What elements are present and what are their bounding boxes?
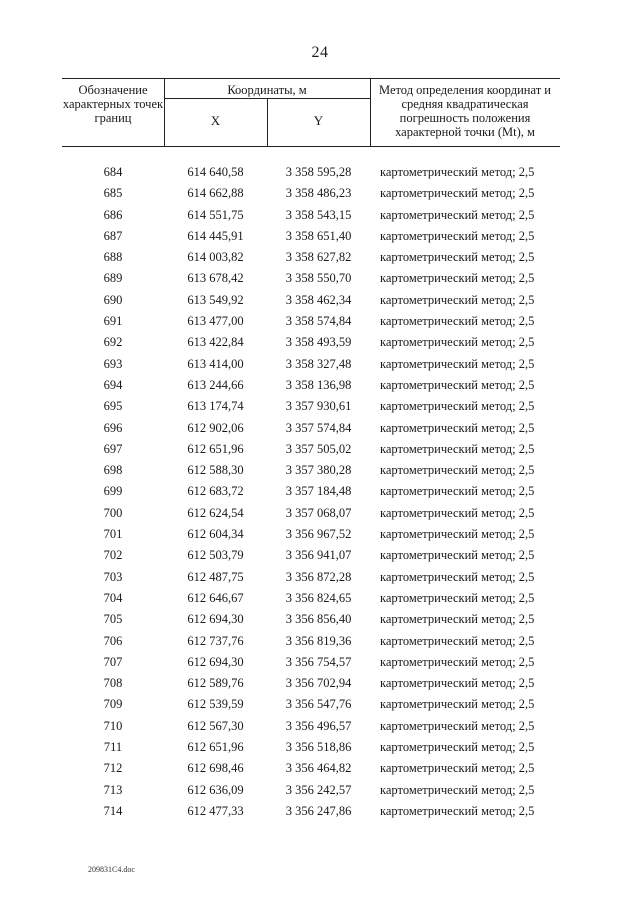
coordinate-x: 612 487,75 <box>187 569 244 584</box>
point-number: 703 <box>103 569 123 584</box>
coordinate-x: 612 567,30 <box>187 718 244 733</box>
coordinate-y: 3 356 518,86 <box>285 740 352 755</box>
point-number: 693 <box>103 356 123 371</box>
table-row <box>62 375 560 396</box>
table-header <box>62 78 560 146</box>
method-text: картометрический метод; 2,5 <box>380 207 535 222</box>
point-number: 707 <box>103 654 123 669</box>
coordinate-y: 3 357 505,02 <box>285 441 352 456</box>
coordinate-x: 612 477,33 <box>187 803 244 818</box>
coordinate-y: 3 356 819,36 <box>285 633 352 648</box>
coordinate-y: 3 358 651,40 <box>285 228 352 243</box>
table-row <box>62 396 560 417</box>
method-text: картометрический метод; 2,5 <box>380 165 535 179</box>
table-row <box>62 524 560 545</box>
coordinate-x: 612 646,67 <box>187 590 244 605</box>
coordinate-y: 3 356 967,52 <box>285 527 352 542</box>
coordinate-y: 3 357 930,61 <box>285 399 352 414</box>
method-text: картометрический метод; 2,5 <box>380 782 535 797</box>
table-row <box>62 247 560 268</box>
coordinate-y: 3 357 184,48 <box>285 484 352 499</box>
method-text: картометрический метод; 2,5 <box>380 697 535 712</box>
coordinate-x: 614 662,88 <box>187 186 244 201</box>
point-number: 696 <box>103 420 123 435</box>
point-number: 713 <box>103 782 123 797</box>
method-text: картометрический метод; 2,5 <box>380 186 535 201</box>
coordinate-x: 612 737,76 <box>187 633 244 648</box>
point-number: 712 <box>103 761 123 776</box>
coordinate-y: 3 356 754,57 <box>285 654 352 669</box>
point-number: 689 <box>103 271 123 286</box>
coordinate-y: 3 358 627,82 <box>285 250 352 265</box>
coordinate-y: 3 358 486,23 <box>285 186 352 201</box>
coordinate-y: 3 356 547,76 <box>285 697 352 712</box>
table-row <box>62 290 560 311</box>
method-text: картометрический метод; 2,5 <box>380 271 535 286</box>
coordinate-x: 613 244,66 <box>187 377 244 392</box>
coordinate-x: 612 651,96 <box>187 441 244 456</box>
coordinate-x: 612 694,30 <box>187 654 244 669</box>
coordinate-x: 612 503,79 <box>187 548 244 563</box>
point-number: 714 <box>103 803 123 818</box>
coordinate-y: 3 356 702,94 <box>285 676 352 691</box>
table-row <box>62 460 560 481</box>
method-text: картометрический метод; 2,5 <box>380 761 535 776</box>
method-text: картометрический метод; 2,5 <box>380 590 535 605</box>
point-number: 706 <box>103 633 123 648</box>
coordinate-y: 3 358 493,59 <box>285 335 352 350</box>
method-text: картометрический метод; 2,5 <box>380 335 535 350</box>
coordinate-x: 612 651,96 <box>187 740 244 755</box>
coordinate-y: 3 356 941,07 <box>285 548 352 563</box>
coordinate-y: 3 356 247,86 <box>285 803 352 818</box>
point-number: 695 <box>103 399 123 414</box>
table-row <box>62 737 560 758</box>
coordinate-x: 613 414,00 <box>187 356 244 371</box>
coordinate-y: 3 358 136,98 <box>285 377 352 392</box>
page-number: 24 <box>311 44 329 61</box>
point-number: 686 <box>103 207 123 222</box>
table-row <box>62 694 560 715</box>
method-text: картометрический метод; 2,5 <box>380 803 535 818</box>
table-row <box>62 162 560 183</box>
table-row <box>62 183 560 204</box>
point-number: 687 <box>103 228 123 243</box>
method-text: картометрический метод; 2,5 <box>380 633 535 648</box>
header-top-rule <box>62 78 560 79</box>
point-number: 685 <box>103 186 123 201</box>
table-row <box>62 268 560 289</box>
table-row <box>62 418 560 439</box>
point-number: 701 <box>103 527 123 542</box>
method-text: картометрический метод; 2,5 <box>380 250 535 265</box>
method-text: картометрический метод; 2,5 <box>380 505 535 520</box>
coordinate-y: 3 356 242,57 <box>285 782 352 797</box>
method-text: картометрический метод; 2,5 <box>380 718 535 733</box>
table-row <box>62 311 560 332</box>
coordinate-x: 612 588,30 <box>187 463 244 478</box>
table-row <box>62 588 560 609</box>
coordinate-x: 613 477,00 <box>187 314 244 329</box>
point-number: 700 <box>103 505 123 520</box>
method-text: картометрический метод; 2,5 <box>380 420 535 435</box>
coordinate-y: 3 356 872,28 <box>285 569 352 584</box>
coordinate-x: 614 445,91 <box>187 228 244 243</box>
coordinate-x: 612 902,06 <box>187 420 244 435</box>
table-row <box>62 758 560 779</box>
coordinate-y: 3 356 856,40 <box>285 612 352 627</box>
point-number: 684 <box>103 165 123 179</box>
table-row <box>62 503 560 524</box>
table-body <box>62 162 560 822</box>
coordinate-x: 612 604,34 <box>187 527 244 542</box>
point-number: 691 <box>103 314 123 329</box>
coordinate-x: 612 698,46 <box>187 761 244 776</box>
method-text: картометрический метод; 2,5 <box>380 377 535 392</box>
table-row <box>62 481 560 502</box>
coordinate-y: 3 356 496,57 <box>285 718 352 733</box>
table-row <box>62 609 560 630</box>
method-text: картометрический метод; 2,5 <box>380 292 535 307</box>
method-text: картометрический метод; 2,5 <box>380 228 535 243</box>
point-number: 694 <box>103 377 123 392</box>
header-bottom-rule <box>62 146 560 147</box>
coordinate-x: 614 551,75 <box>187 207 244 222</box>
table-row <box>62 780 560 801</box>
table-row <box>62 652 560 673</box>
method-text: картометрический метод; 2,5 <box>380 484 535 499</box>
method-text: картометрический метод; 2,5 <box>380 548 535 563</box>
table-row <box>62 716 560 737</box>
coordinate-y: 3 358 550,70 <box>285 271 352 286</box>
table-row <box>62 439 560 460</box>
table-row <box>62 631 560 652</box>
table-row <box>62 332 560 353</box>
file-footer: 209831С4.doc <box>88 865 135 874</box>
coordinate-x: 613 422,84 <box>187 335 244 350</box>
table-row <box>62 567 560 588</box>
method-text: картометрический метод; 2,5 <box>380 356 535 371</box>
table-row <box>62 801 560 822</box>
coordinate-x: 613 549,92 <box>187 292 244 307</box>
table-row <box>62 545 560 566</box>
coordinate-x: 612 694,30 <box>187 612 244 627</box>
coordinate-y: 3 357 574,84 <box>285 420 352 435</box>
coordinate-x: 612 636,09 <box>187 782 244 797</box>
point-number: 710 <box>103 718 123 733</box>
table-row <box>62 226 560 247</box>
table-row <box>62 205 560 226</box>
header-y: Y <box>313 113 324 128</box>
method-text: картометрический метод; 2,5 <box>380 569 535 584</box>
point-number: 690 <box>103 292 123 307</box>
header-designation: Обозначение характерных точек границ <box>62 83 164 125</box>
header-method: Метод определения координат и средняя квадратическая погрешность положения характерной точки (Mt), м <box>379 83 551 139</box>
coordinate-x: 612 589,76 <box>187 676 244 691</box>
coordinate-y: 3 358 327,48 <box>285 356 352 371</box>
point-number: 692 <box>103 335 123 350</box>
coordinate-x: 613 678,42 <box>187 271 244 286</box>
method-text: картометрический метод; 2,5 <box>380 441 535 456</box>
header-x: X <box>210 113 221 128</box>
point-number: 702 <box>103 548 123 563</box>
method-text: картометрический метод; 2,5 <box>380 676 535 691</box>
coordinate-y: 3 356 824,65 <box>285 590 352 605</box>
coordinate-x: 614 003,82 <box>187 250 244 265</box>
method-text: картометрический метод; 2,5 <box>380 463 535 478</box>
coordinate-x: 612 539,59 <box>187 697 244 712</box>
coordinate-y: 3 357 068,07 <box>285 505 352 520</box>
method-text: картометрический метод; 2,5 <box>380 740 535 755</box>
coordinate-y: 3 357 380,28 <box>285 463 352 478</box>
coordinate-y: 3 356 464,82 <box>285 761 352 776</box>
point-number: 697 <box>103 441 123 456</box>
coordinate-y: 3 358 543,15 <box>285 207 352 222</box>
point-number: 709 <box>103 697 123 712</box>
point-number: 698 <box>103 463 123 478</box>
header-coordinates: Координаты, м <box>227 83 307 97</box>
coordinate-y: 3 358 595,28 <box>285 165 352 179</box>
method-text: картометрический метод; 2,5 <box>380 654 535 669</box>
coordinate-y: 3 358 574,84 <box>285 314 352 329</box>
point-number: 705 <box>103 612 123 627</box>
point-number: 711 <box>103 740 123 755</box>
table-row <box>62 354 560 375</box>
point-number: 688 <box>103 250 123 265</box>
method-text: картометрический метод; 2,5 <box>380 612 535 627</box>
coordinate-x: 613 174,74 <box>187 399 244 414</box>
coordinate-x: 612 624,54 <box>187 505 244 520</box>
coordinate-x: 614 640,58 <box>187 165 244 179</box>
point-number: 699 <box>103 484 123 499</box>
coordinate-y: 3 358 462,34 <box>285 292 352 307</box>
method-text: картометрический метод; 2,5 <box>380 314 535 329</box>
method-text: картометрический метод; 2,5 <box>380 527 535 542</box>
table-row <box>62 673 560 694</box>
coordinate-x: 612 683,72 <box>187 484 244 499</box>
point-number: 704 <box>103 590 123 605</box>
point-number: 708 <box>103 676 123 691</box>
method-text: картометрический метод; 2,5 <box>380 399 535 414</box>
